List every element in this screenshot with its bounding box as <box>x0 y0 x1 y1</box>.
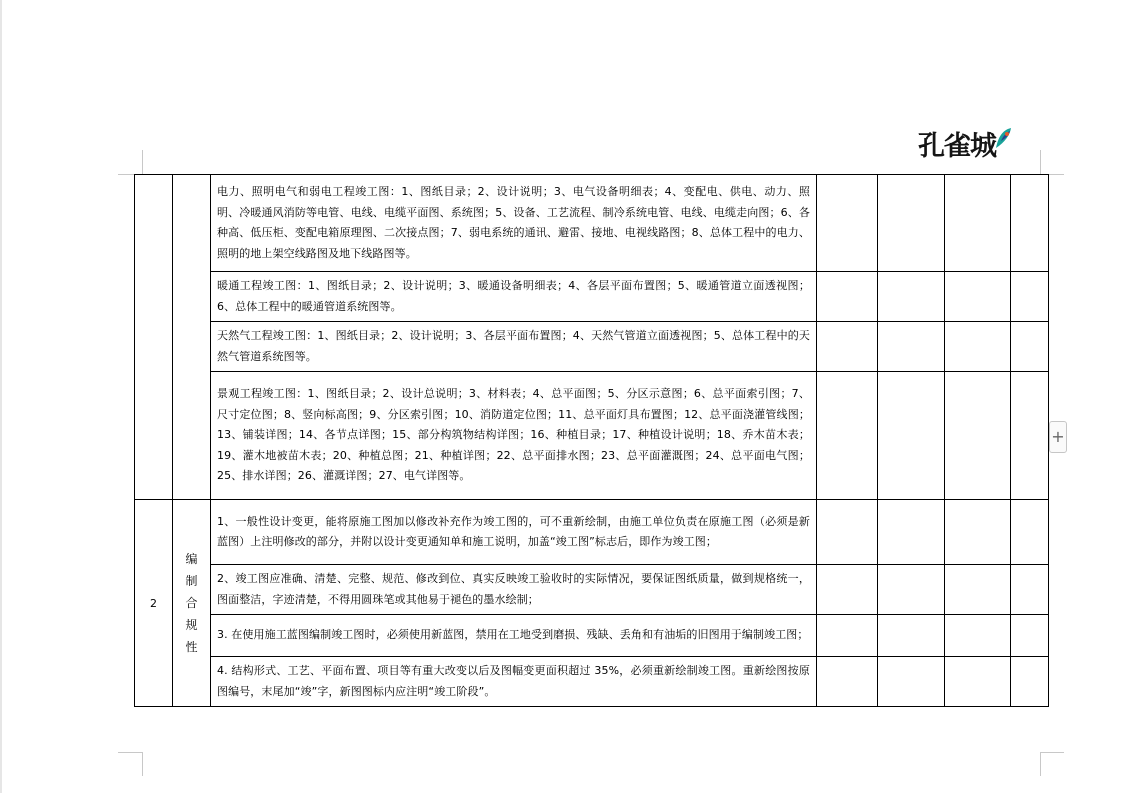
requirement-text: 景观工程竣工图：1、图纸目录；2、设计总说明；3、材料表；4、总平面图；5、分区示意图；6、总平面索引图；7、尺寸定位图；8、竖向标高图；9、分区索引图；10、消防道定位图；11、总平面灯具布置图；12、总平面浇灌管线图；13、铺装详图；14、各节点详图；15、部分构筑物结构详图；16、种植目录；17、种植设计说明；18、乔木苗木表；19、灌木地被苗木表；20、种植总图；21、种植详图；22、总平面排水图；23、总平面灌溉图；24、总平面电气图；25、排水详图；26、灌溉详图；27、电气详图等。 <box>211 372 817 500</box>
peacock-feather-icon <box>992 126 1014 150</box>
crop-mark <box>142 752 143 776</box>
table-row <box>135 272 1049 322</box>
requirement-text: 暖通工程竣工图：1、图纸目录；2、设计说明；3、暖通设备明细表；4、各层平面布置图；5、暖通管道立面透视图；6、总体工程中的暖通管道系统图等。 <box>211 272 817 322</box>
row-number-cell <box>135 175 173 500</box>
check-cell <box>1011 500 1049 565</box>
logo-text: 孔雀城 <box>918 131 996 162</box>
check-cell <box>1011 372 1049 500</box>
table-row <box>135 372 1049 500</box>
check-cell <box>817 372 878 500</box>
check-cell <box>945 372 1011 500</box>
crop-mark <box>142 150 143 175</box>
check-cell <box>878 372 945 500</box>
category-cell <box>173 500 211 707</box>
check-cell <box>1011 565 1049 615</box>
check-cell <box>817 322 878 372</box>
check-cell <box>878 322 945 372</box>
requirement-text: 天然气工程竣工图：1、图纸目录；2、设计说明；3、各层平面布置图；4、天然气管道立面透视图；5、总体工程中的天然气管道系统图等。 <box>211 322 817 372</box>
check-cell <box>1011 272 1049 322</box>
check-cell <box>878 175 945 272</box>
row-number-cell: 2 <box>135 500 173 707</box>
check-cell <box>945 175 1011 272</box>
check-cell <box>817 175 878 272</box>
crop-mark <box>1040 752 1064 753</box>
check-cell <box>945 565 1011 615</box>
table-row <box>135 657 1049 707</box>
check-cell <box>878 272 945 322</box>
table-row <box>135 175 1049 272</box>
requirement-text: 1、一般性设计变更，能将原施工图加以修改补充作为竣工图的，可不重新绘制，由施工单位负责在原施工图（必须是新蓝图）上注明修改的部分，并附以设计变更通知单和施工说明，加盖“竣工图”标志后，即作为竣工图； <box>211 500 817 565</box>
check-cell <box>878 500 945 565</box>
requirement-text: 4. 结构形式、工艺、平面布置、项目等有重大改变以后及图幅变更面积超过 35%，必须重新绘制竣工图。重新绘图按原图编号，末尾加“竣”字，新图图标内应注明“竣工阶段”。 <box>211 657 817 707</box>
check-cell <box>878 565 945 615</box>
check-cell <box>1011 657 1049 707</box>
check-cell <box>945 657 1011 707</box>
requirement-text: 3. 在使用施工蓝图编制竣工图时，必须使用新蓝图，禁用在工地受到磨损、残缺、丢角和有油垢的旧图用于编制竣工图； <box>211 615 817 657</box>
check-cell <box>945 272 1011 322</box>
table-row <box>135 322 1049 372</box>
company-logo <box>918 124 1014 164</box>
page-left-edge <box>0 0 2 793</box>
table-row <box>135 565 1049 615</box>
crop-mark <box>1040 752 1041 776</box>
check-cell <box>945 322 1011 372</box>
check-cell <box>945 615 1011 657</box>
requirement-text: 2、竣工图应准确、清楚、完整、规范、修改到位、真实反映竣工验收时的实际情况，要保证图纸质量，做到规格统一，图面整洁，字迹清楚，不得用圆珠笔或其他易于褪色的墨水绘制； <box>211 565 817 615</box>
check-cell <box>1011 615 1049 657</box>
crop-mark <box>118 752 142 753</box>
check-cell <box>1011 175 1049 272</box>
table-row <box>135 615 1049 657</box>
requirement-text: 电力、照明电气和弱电工程竣工图：1、图纸目录；2、设计说明；3、电气设备明细表；4、变配电、供电、动力、照明、冷暖通风消防等电管、电线、电缆平面图、系统图；5、设备、工艺流程、制冷系统电管、电线、电缆走向图；6、各种高、低压柜、变配电箱原理图、二次接点图；7、弱电系统的通讯、避雷、接地、电视线路图；8、总体工程中的电力、照明的地上架空线路图及地下线路图等。 <box>211 175 817 272</box>
table-row <box>135 500 1049 565</box>
check-cell <box>817 500 878 565</box>
expand-button[interactable]: + <box>1049 421 1067 453</box>
crop-mark <box>1040 150 1041 175</box>
check-cell <box>817 272 878 322</box>
check-cell <box>1011 322 1049 372</box>
category-cell <box>173 175 211 500</box>
check-cell <box>878 657 945 707</box>
check-cell <box>817 657 878 707</box>
acceptance-drawing-table <box>134 174 1049 707</box>
check-cell <box>817 615 878 657</box>
check-cell <box>945 500 1011 565</box>
check-cell <box>878 615 945 657</box>
category-label: 编制合规性 <box>185 552 198 654</box>
check-cell <box>817 565 878 615</box>
